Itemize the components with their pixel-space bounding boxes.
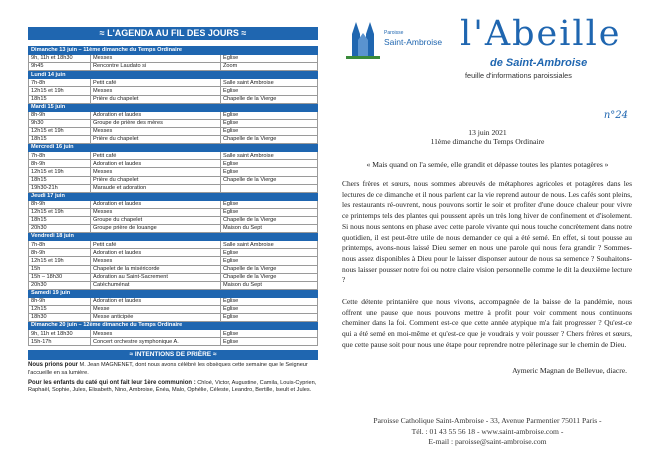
intention-deceased-lead: Nous prions pour	[28, 362, 78, 369]
gospel-quote: « Mais quand on l'a semée, elle grandit et dépasse toutes les plantes potagères »	[366, 160, 609, 169]
agenda-place: Salle saint Ambroise	[221, 241, 318, 249]
agenda-row	[29, 257, 318, 265]
agenda-time: 12h15 et 19h	[29, 87, 91, 95]
agenda-day-label: Mercredi 16 juin	[29, 144, 318, 152]
footer-address: Paroisse Catholique Saint-Ambroise - 33, Avenue Parmentier 75011 Paris -	[373, 416, 602, 425]
agenda-time: 7h-8h	[29, 241, 91, 249]
agenda-time: 8h-9h	[29, 297, 91, 305]
agenda-row	[29, 241, 318, 249]
agenda-place: Eglise	[221, 200, 318, 208]
agenda-place: Eglise	[221, 249, 318, 257]
agenda-day-label: Lundi 14 juin	[29, 71, 318, 79]
agenda-row	[29, 273, 318, 281]
agenda-time: 18h15	[29, 136, 91, 144]
agenda-row	[29, 79, 318, 87]
agenda-time: 20h30	[29, 225, 91, 233]
agenda-time: 12h15 et 19h	[29, 208, 91, 216]
agenda-day-label: Dimanche 13 juin – 11ème dimanche du Temps Ordinaire	[29, 47, 318, 55]
agenda-place: Chapelle de la Vierge	[221, 273, 318, 281]
agenda-row	[29, 338, 318, 346]
agenda-event: Prière du chapelet	[91, 136, 221, 144]
agenda-day-header	[29, 71, 318, 79]
footer-email: E-mail : paroisse@saint-ambroise.com	[428, 437, 547, 446]
agenda-row	[29, 127, 318, 135]
intention-deceased-text: M. Jean MAGNENET, dont nous avons célébré les obsèques cette semaine que le Seigneur l'accueille en sa lumière.	[28, 362, 308, 377]
issue-date: 13 juin 2021	[468, 128, 507, 137]
agenda-event: Chapelet de la miséricorde	[91, 265, 221, 273]
agenda-event: Rencontre Laudato si	[91, 63, 221, 71]
agenda-event: Messes	[91, 127, 221, 135]
agenda-place: Eglise	[221, 257, 318, 265]
agenda-row	[29, 136, 318, 144]
agenda-place: Eglise	[221, 87, 318, 95]
agenda-place: Salle saint Ambroise	[221, 152, 318, 160]
agenda-place: Eglise	[221, 208, 318, 216]
intention-communion-text: Chloé, Victor, Augustine, Camila, Louis-Cyprien, Raphaël, Sophie, Jules, Elisabeth, Nino, Ambroise, Énéa, Malo, Ophélie, Céleste, Leandro, Bertille, Iseult et Jules.	[28, 379, 317, 394]
agenda-place: Maison du Sept	[221, 281, 318, 289]
agenda-event: Messes	[91, 168, 221, 176]
editorial-paragraph: Chers frères et sœurs, nous sommes abreuvés de métaphores agricoles et potagères dans les lectures de ce dimanche et il nous parlent car la vie reprend autour de nous. Les cafés sont pleins, les restaurants ré-ouvrent, nous pouvons sortir le soir et profiter d'une douce chaleur pour vivre ce printemps tels des plantes qui poussent après un très long hiver de confinement et d'isolement. Si nous nous sentons en phase avec cette parole vivante qui nous touche concrètement dans notre quotidien, il est peut-être utile de nous demander ce qui a été semé. En effet, si tout pousse au printemps, avons-nous laissé Dieu semer en nous une parole qui nous fera grandir ? Sommes-nous assez disponibles à Dieu pour le laisser disponser autour de nous sa semence ? Souhaitons-nous laisser pousser notre foi ou notre claire vision personnelle comme le dit la deuxième lecture ?	[342, 179, 632, 285]
agenda-place: Eglise	[221, 127, 318, 135]
agenda-row	[29, 111, 318, 119]
newsletter-column	[340, 0, 635, 460]
agenda-time: 9h30	[29, 119, 91, 127]
agenda-row	[29, 160, 318, 168]
agenda-row	[29, 330, 318, 338]
agenda-row	[29, 55, 318, 63]
agenda-place: Maison du Sept	[221, 225, 318, 233]
agenda-row	[29, 152, 318, 160]
agenda-time: 18h15	[29, 176, 91, 184]
intention-communion-lead: Pour les enfants du caté qui ont fait leur 1ère communion :	[28, 379, 196, 386]
agenda-row	[29, 95, 318, 103]
agenda-event: Messes	[91, 330, 221, 338]
agenda-row	[29, 87, 318, 95]
agenda-row	[29, 184, 318, 192]
agenda-event: Adoration et laudes	[91, 111, 221, 119]
agenda-time: 12h15 et 19h	[29, 168, 91, 176]
agenda-time: 18h15	[29, 95, 91, 103]
agenda-day-header	[29, 103, 318, 111]
intention-deceased	[28, 362, 318, 377]
agenda-time: 15h – 18h30	[29, 273, 91, 281]
agenda-row	[29, 176, 318, 184]
agenda-time: 19h30-21h	[29, 184, 91, 192]
agenda-day-header	[29, 192, 318, 200]
agenda-event: Concert orchestre symphonique A.	[91, 338, 221, 346]
footer-phone-web: Tél. : 01 43 55 56 18 - www.saint-ambroise.com -	[411, 426, 564, 436]
agenda-place: Eglise	[221, 119, 318, 127]
agenda-time: 15h	[29, 265, 91, 273]
intention-communion	[28, 380, 318, 395]
footer-contact	[340, 416, 635, 448]
agenda-place: Eglise	[221, 338, 318, 346]
agenda-day-label: Dimanche 20 juin – 12ème dimanche du Temps Ordinaire	[29, 322, 318, 330]
agenda-row	[29, 306, 318, 314]
agenda-day-label: Jeudi 17 juin	[29, 192, 318, 200]
agenda-event: Adoration et laudes	[91, 160, 221, 168]
agenda-event: Messe anticipée	[91, 314, 221, 322]
agenda-time: 8h-9h	[29, 111, 91, 119]
agenda-place: Eglise	[221, 111, 318, 119]
agenda-time: 9h, 11h et 18h30	[29, 330, 91, 338]
agenda-place: Eglise	[221, 330, 318, 338]
agenda-day-header	[29, 233, 318, 241]
agenda-place: Chapelle de la Vierge	[221, 136, 318, 144]
agenda-event: Adoration et laudes	[91, 200, 221, 208]
agenda-table	[28, 46, 318, 346]
agenda-row	[29, 314, 318, 322]
agenda-time: 9h, 11h et 18h30	[29, 55, 91, 63]
agenda-day-header	[29, 47, 318, 55]
agenda-row	[29, 265, 318, 273]
agenda-time: 12h15	[29, 306, 91, 314]
agenda-event: Groupe du chapelet	[91, 216, 221, 224]
agenda-place: Chapelle de la Vierge	[221, 216, 318, 224]
issue-number: n°24	[603, 110, 628, 121]
agenda-event: Groupe prière de louange	[91, 225, 221, 233]
logo-parish-small: Paroisse	[384, 30, 404, 36]
agenda-time: 8h-9h	[29, 249, 91, 257]
agenda-event: Prière du chapelet	[91, 176, 221, 184]
agenda-day-header	[29, 144, 318, 152]
agenda-place: Chapelle de la Vierge	[221, 265, 318, 273]
agenda-time: 18h30	[29, 314, 91, 322]
agenda-place: Eglise	[221, 314, 318, 322]
agenda-row	[29, 119, 318, 127]
agenda-event: Maraude et adoration	[91, 184, 221, 192]
agenda-row	[29, 297, 318, 305]
editorial-signature: Aymeric Magnan de Bellevue, diacre.	[512, 366, 627, 375]
agenda-place: Eglise	[221, 160, 318, 168]
agenda-time: 8h-9h	[29, 160, 91, 168]
agenda-time: 8h-9h	[29, 200, 91, 208]
newsletter-subtitle: de Saint-Ambroise	[490, 57, 588, 69]
agenda-place: Zoom	[221, 63, 318, 71]
agenda-time: 12h15 et 19h	[29, 127, 91, 135]
agenda-row	[29, 63, 318, 71]
agenda-row	[29, 249, 318, 257]
agenda-time: 20h30	[29, 281, 91, 289]
agenda-row	[29, 216, 318, 224]
newsletter-tagline: feuille d'informations paroissiales	[465, 71, 572, 80]
agenda-day-header	[29, 322, 318, 330]
agenda-place: Eglise	[221, 306, 318, 314]
agenda-event: Petit café	[91, 79, 221, 87]
agenda-day-label: Vendredi 18 juin	[29, 233, 318, 241]
agenda-event: Adoration et laudes	[91, 297, 221, 305]
agenda-time: 15h-17h	[29, 338, 91, 346]
church-logo-icon	[344, 20, 382, 60]
agenda-event: Messe	[91, 306, 221, 314]
agenda-day-header	[29, 289, 318, 297]
agenda-row	[29, 225, 318, 233]
editorial-paragraph: Cette détente printanière que nous vivons, accompagnée de la baisse de la pandémie, nous offrent une pause que nous pouvons mettre à profit pour voir comment nous continuons cheminer dans la foi. Comment est-ce que cette année atypique m'a fait progresser ? Qu'est-ce qui a été semé en moi-même et qu'est-ce que je voudrais y voir pousser ? Chers frères et sœurs, que cette pause soit pour nous une étape pour reprendre notre pèlerinage sur le chemin de Dieu.	[342, 297, 632, 349]
agenda-time: 7h-8h	[29, 152, 91, 160]
agenda-place: Eglise	[221, 297, 318, 305]
agenda-place	[221, 184, 318, 192]
agenda-place: Salle saint Ambroise	[221, 79, 318, 87]
agenda-time: 9h45	[29, 63, 91, 71]
agenda-column	[28, 27, 318, 395]
agenda-event: Adoration au Saint-Sacrement	[91, 273, 221, 281]
agenda-event: Messes	[91, 87, 221, 95]
agenda-event: Adoration et laudes	[91, 249, 221, 257]
agenda-time: 12h15 et 19h	[29, 257, 91, 265]
agenda-event: Groupe de prière des mères	[91, 119, 221, 127]
agenda-event: Petit café	[91, 241, 221, 249]
agenda-event: Prière du chapelet	[91, 95, 221, 103]
agenda-event: Messes	[91, 208, 221, 216]
agenda-row	[29, 200, 318, 208]
logo-parish-name: Saint-Ambroise	[384, 37, 443, 47]
agenda-time: 18h15	[29, 216, 91, 224]
agenda-place: Chapelle de la Vierge	[221, 176, 318, 184]
agenda-title: ≈ L'AGENDA AU FIL DES JOURS ≈	[28, 27, 318, 40]
agenda-time: 7h-8h	[29, 79, 91, 87]
agenda-place: Eglise	[221, 55, 318, 63]
agenda-place: Chapelle de la Vierge	[221, 95, 318, 103]
agenda-event: Catéchuménat	[91, 281, 221, 289]
agenda-row	[29, 208, 318, 216]
newsletter-title: l'Abeille	[460, 14, 622, 54]
agenda-day-label: Samedi 19 juin	[29, 289, 318, 297]
agenda-event: Messes	[91, 55, 221, 63]
agenda-day-label: Mardi 15 juin	[29, 103, 318, 111]
agenda-row	[29, 168, 318, 176]
intentions-title: ≈ INTENTIONS DE PRIÈRE ≈	[28, 350, 318, 360]
agenda-event: Messes	[91, 257, 221, 265]
liturgical-sunday: 11ème dimanche du Temps Ordinaire	[430, 137, 545, 146]
agenda-place: Eglise	[221, 168, 318, 176]
agenda-event: Petit café	[91, 152, 221, 160]
agenda-row	[29, 281, 318, 289]
